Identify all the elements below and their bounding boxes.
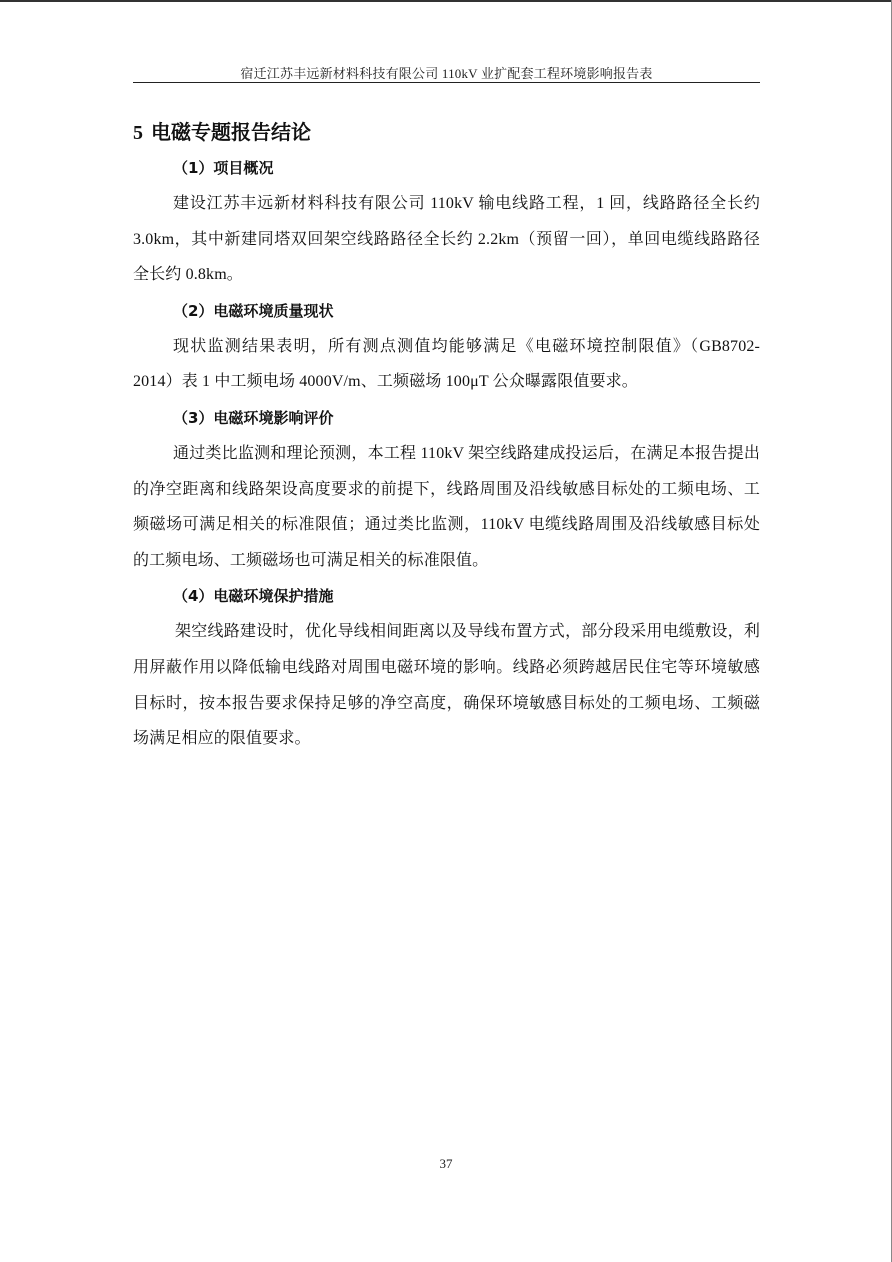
- subsection-heading: （4）电磁环境保护措施: [173, 587, 334, 606]
- section-title: [133, 116, 760, 148]
- running-header: 宿迁江苏丰远新材料科技有限公司 110kV 业扩配套工程环境影响报告表: [240, 66, 653, 81]
- page-top-border: [0, 0, 892, 2]
- section-title-text: 电磁专题报告结论: [151, 120, 311, 144]
- header-rule: [133, 82, 760, 83]
- page-content: [133, 116, 760, 757]
- subsection-em-quality-status: [133, 293, 760, 400]
- page-number: 37: [439, 1156, 453, 1171]
- subsection-heading: （3）电磁环境影响评价: [173, 408, 334, 427]
- subsection-em-impact-assessment: [133, 400, 760, 578]
- section-number: 5: [133, 122, 143, 144]
- subsection-project-overview: [133, 150, 760, 293]
- subsection-paragraph: 现状监测结果表明，所有测点测值均能够满足《电磁环境控制限值》（GB8702-2014）表 1 中工频电场 4000V/m、工频磁场 100μT 公众曝露限值要求。: [133, 337, 760, 391]
- subsection-heading: （2）电磁环境质量现状: [173, 301, 334, 320]
- subsection-heading: （1）项目概况: [173, 159, 274, 177]
- subsection-paragraph: 通过类比监测和理论预测，本工程 110kV 架空线路建成投运后，在满足本报告提出的净空距离和线路架设高度要求的前提下，线路周围及沿线敏感目标处的工频电场、工频磁场可满足相关的标准限值；通过类比监测，110kV 电缆线路周围及沿线敏感目标处的工频电场、工频磁场也可满足相关的标准限值。: [133, 444, 760, 569]
- subsection-em-protection-measures: [133, 578, 760, 756]
- subsection-paragraph: 建设江苏丰远新材料科技有限公司 110kV 输电线路工程，1 回，线路路径全长约 3.0km，其中新建同塔双回架空线路路径全长约 2.2km（预留一回），单回电缆线路路径全长约 0.8km。: [133, 195, 760, 284]
- subsection-paragraph: 架空线路建设时，优化导线相间距离以及导线布置方式，部分段采用电缆敷设，利用屏蔽作用以降低输电线路对周围电磁环境的影响。线路必须跨越居民住宅等环境敏感目标时，按本报告要求保持足够的净空高度，确保环境敏感目标处的工频电场、工频磁场满足相应的限值要求。: [133, 623, 760, 748]
